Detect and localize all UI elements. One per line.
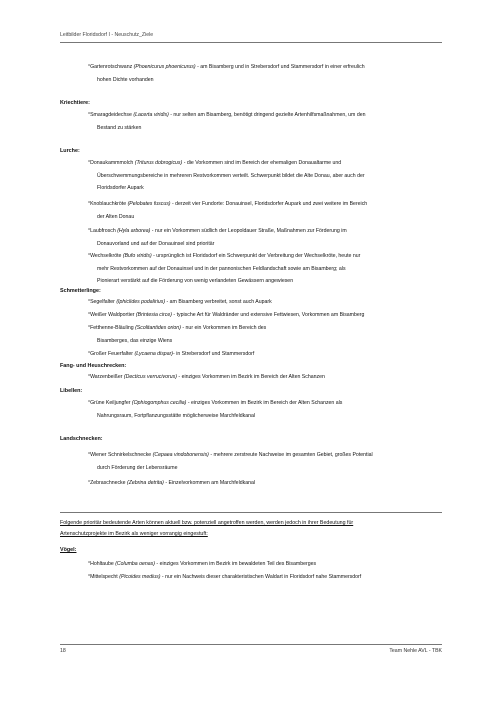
species-text: Bestand zu stärken (97, 124, 142, 131)
species-name: °Großer Feuerfalter (88, 351, 134, 357)
footer-credit: Team Nehle AVL - TBK (389, 648, 442, 654)
species-entry (88, 348, 442, 361)
species-text: Überschwemmungsbereiche in mehreren Restvorkommen verteilt. Schwerpunkt bildet die Alte Donau, aber auch der (97, 172, 365, 179)
species-name: °Gartenrotschwanz (88, 64, 133, 70)
species-text: Nahrungsraum, Fortpflanzungsstätte möglicherweise Marchfeldkanal (97, 412, 256, 419)
species-latin: (Bufo viridis) (122, 253, 152, 259)
species-entry (88, 250, 442, 288)
species-text: - einziges Vorkommen im Bezirk im Bereich der Alten Schanzen als (186, 400, 343, 406)
section-heading: Vögel: (60, 547, 77, 553)
species-latin: (Lacerta viridis) (133, 112, 169, 118)
species-text: - nur ein Nachweis dieser charakteristischen Waldart in Floridsdorf nahe Stammersdorf (160, 574, 362, 580)
section-heading: Fang- und Heuschrecken: (60, 363, 127, 369)
section-heading: Landschnecken: (60, 436, 103, 442)
intro-line: Artenschutzprojekte im Bezirk als weniger vorrangig eingestuft: (60, 531, 208, 537)
species-latin: (Columba oenas) (115, 561, 155, 567)
species-latin: (Ophiogomphus cecilia) (131, 400, 187, 406)
page-header: Leitbilder Floridsdorf I - Neuschutz_Ziele (60, 32, 154, 38)
species-name: °Weißer Waldportier (88, 312, 135, 318)
species-latin: (Decticus verrucivorus) (123, 374, 177, 380)
species-name: °Wiener Schnirkelschnecke (88, 452, 152, 458)
species-entry (88, 157, 442, 195)
species-entry (88, 109, 442, 134)
species-entry (88, 558, 442, 571)
species-entry (88, 397, 442, 422)
species-latin: (Picoides medius) (119, 574, 161, 580)
species-text: mehr Restvorkommen auf der Donauinsel und in der pannonischen Feldlandschaft sowie am Bisamberg; als (97, 265, 346, 272)
species-entry (88, 225, 442, 250)
species-text: - einziges Vorkommen im Bezirk im bewaldeten Teil des Bisamberges (154, 561, 317, 567)
species-latin: (Phoenicurus phoenicurus) (133, 64, 196, 70)
species-text: - in Strebersdorf und Stammersdorf (173, 351, 255, 357)
header-rule (60, 42, 442, 43)
species-text: - nur ein Vorkommen im Bereich des (180, 325, 267, 331)
species-entry (88, 309, 442, 322)
species-name: °Warzenbeißer (88, 374, 123, 380)
species-text: - ursprünglich ist Floridsdorf ein Schwerpunkt der Verbreitung der Wechselkröte, heute nur (151, 253, 361, 259)
species-entry (88, 322, 442, 347)
species-text: - am Bisamberg und in Strebersdorf und Stammersdorf in einer erfreulich (195, 64, 365, 70)
species-name: °Grüne Keiljungfer (88, 400, 131, 406)
species-latin: (Cepaea vindobonensis) (152, 452, 209, 458)
species-latin: (Lycaena dispar) (134, 351, 174, 357)
species-text: hohen Dichte vorhanden (97, 76, 154, 83)
species-text: der Alten Donau (97, 213, 135, 220)
species-text: - am Bisamberg verbreitet, sonst auch Aupark (165, 299, 272, 305)
species-latin: (Iphiclides podalirius) (116, 299, 166, 305)
species-latin: (Scolitantides orion) (135, 325, 181, 331)
species-text: Donauvorland und auf der Donauinsel sind prioritär (97, 240, 215, 247)
page-number: 18 (60, 648, 66, 654)
species-entry (88, 477, 442, 490)
species-text: Pionierart verstärkt auf die Förderung von wenig verlandeten Gewässern angewiesen (97, 278, 294, 285)
species-text: - derzeit vier Fundorte: Donauinsel, Floridsdorfer Aupark und zwei weitere im Bereich (170, 201, 368, 207)
species-entry (88, 296, 442, 309)
species-name: °Wechselkröte (88, 253, 122, 259)
species-name: °Mittelspecht (88, 574, 118, 580)
species-latin: (Triturus dobrogicus) (134, 160, 183, 166)
species-latin: (Hyla arborea) (117, 228, 151, 234)
species-name: °Hohltaube (88, 561, 114, 567)
species-entry (88, 61, 442, 86)
section-heading: Libellen: (60, 388, 83, 394)
species-text: Floridsdorfer Aupark (97, 185, 144, 192)
species-latin: (Pelobates fuscus) (127, 201, 171, 207)
footer-rule (60, 644, 442, 645)
intro-paragraph (60, 518, 442, 540)
species-name: °Zebraschnecke (88, 480, 126, 486)
species-entry (88, 198, 442, 223)
species-latin: (Zebrina detrita) (127, 480, 164, 486)
species-name: °Knoblauchkröte (88, 201, 127, 207)
species-text: durch Förderung der Lebensräume (97, 464, 178, 471)
section-heading: Schmetterlinge: (60, 288, 101, 294)
species-text: - die Vorkommen sind im Bereich der ehemaligen Donaualtarme und (182, 160, 342, 166)
species-text: - nur selten am Bisamberg, benötigt dringend gezielte Artenhilfsmaßnahmen, um den (168, 112, 366, 118)
species-entry (88, 571, 442, 584)
species-name: °Laubfrosch (88, 228, 116, 234)
section-heading: Lurche: (60, 148, 80, 154)
species-text: - nur ein Vorkommen südlich der Leopoldauer Straße, Maßnahmen zur Förderung im (150, 228, 347, 234)
intro-line: Folgende prioritär bedeutende Arten können aktuell bzw. potenziell angetroffen werden, werden jedoch in ihrer Bedeutung für (60, 520, 354, 526)
section-divider (60, 512, 442, 513)
species-name: °Fetthenne-Bläuling (88, 325, 134, 331)
species-text: - einziges Vorkommen im Bezirk im Bereich der Alten Schanzen (176, 374, 325, 380)
species-latin: (Brintesia circe) (135, 312, 172, 318)
species-entry (88, 371, 442, 384)
species-entry (88, 449, 442, 474)
species-name: °Smaragdeidechse (88, 112, 132, 118)
species-text: - mehrere zerstreute Nachweise im gesamten Gebiet, großes Potential (208, 452, 373, 458)
section-heading: Kriechtiere: (60, 100, 90, 106)
species-name: °Donaukammmolch (88, 160, 134, 166)
species-name: °Segelfalter (88, 299, 115, 305)
species-text: - Einzelvorkommen am Marchfeldkanal (163, 480, 256, 486)
species-text: Bisamberges, das einzige Wiens (97, 337, 173, 344)
species-text: - typische Art für Waldränder und extensive Fettwiesen, Vorkommen am Bisamberg (171, 312, 365, 318)
